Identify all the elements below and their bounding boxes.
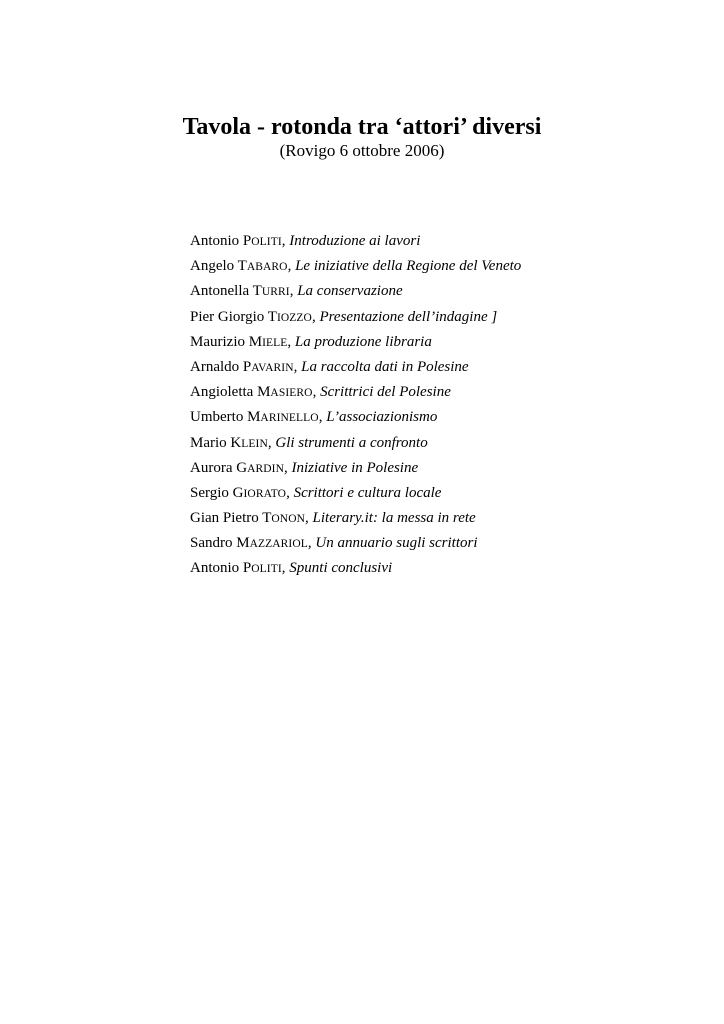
separator: , bbox=[312, 384, 321, 401]
list-item bbox=[190, 432, 521, 457]
list-item bbox=[190, 255, 521, 280]
speaker-list bbox=[190, 230, 521, 583]
separator: , bbox=[284, 459, 292, 476]
speaker-first-name: Umberto bbox=[190, 409, 248, 426]
separator: , bbox=[281, 560, 290, 577]
talk-title: Literary.it: la messa in rete bbox=[312, 510, 476, 527]
speaker-first-name: Pier Giorgio bbox=[190, 308, 268, 325]
speaker-first-name: Mario bbox=[190, 434, 231, 451]
talk-title: Scrittori e cultura locale bbox=[293, 484, 442, 501]
list-item bbox=[190, 356, 521, 381]
speaker-surname-initial: P bbox=[242, 358, 252, 375]
talk-title: La raccolta dati in Polesine bbox=[301, 358, 469, 375]
speaker-surname-rest: OLITI bbox=[251, 563, 282, 576]
document-subtitle: (Rovigo 6 ottobre 2006) bbox=[279, 141, 445, 160]
speaker-surname-rest: AVARIN bbox=[251, 361, 294, 374]
speaker-first-name: Arnaldo bbox=[190, 358, 243, 375]
speaker-surname-rest: ARDIN bbox=[247, 462, 284, 475]
separator: , bbox=[293, 358, 302, 375]
list-item bbox=[190, 331, 521, 356]
separator: , bbox=[307, 535, 316, 552]
separator: , bbox=[287, 333, 295, 350]
speaker-surname-initial: P bbox=[242, 233, 252, 249]
speaker-first-name: Angelo bbox=[190, 258, 238, 275]
speaker-surname-initial: T bbox=[237, 258, 247, 275]
speaker-surname-initial: M bbox=[248, 333, 263, 350]
separator: , bbox=[286, 484, 294, 501]
list-item bbox=[190, 557, 521, 582]
speaker-surname-initial: M bbox=[236, 535, 250, 552]
list-item bbox=[190, 457, 521, 482]
separator: , bbox=[305, 510, 313, 527]
speaker-surname-rest: LEIN bbox=[241, 437, 268, 450]
talk-title: Gli strumenti a confronto bbox=[275, 434, 428, 451]
speaker-surname-initial: G bbox=[232, 484, 244, 501]
speaker-surname-rest: ASIERO bbox=[270, 387, 313, 400]
speaker-surname-initial: T bbox=[262, 510, 272, 527]
speaker-surname-initial: K bbox=[230, 434, 242, 451]
speaker-surname-initial: T bbox=[252, 283, 262, 300]
talk-title: Le iniziative della Regione del Veneto bbox=[295, 258, 522, 275]
talk-title: Iniziative in Polesine bbox=[291, 459, 419, 476]
talk-title: Un annuario sugli scrittori bbox=[315, 535, 478, 552]
speaker-surname-rest: IELE bbox=[262, 336, 288, 349]
speaker-first-name: Sandro bbox=[190, 535, 237, 552]
speaker-first-name: Antonella bbox=[190, 283, 253, 300]
speaker-first-name: Gian Pietro bbox=[190, 510, 263, 527]
speaker-surname-initial: P bbox=[242, 560, 252, 577]
speaker-surname-rest: ONON bbox=[271, 513, 306, 526]
separator: , bbox=[311, 308, 320, 325]
talk-title: Scrittrici del Polesine bbox=[320, 384, 451, 401]
list-item bbox=[190, 507, 521, 532]
talk-title: La produzione libraria bbox=[294, 333, 432, 350]
talk-title: La conservazione bbox=[297, 283, 403, 300]
document-title: Tavola - rotonda tra ‘attori’ diversi bbox=[182, 114, 542, 140]
separator: , bbox=[318, 409, 327, 426]
speaker-surname-rest: URRI bbox=[261, 286, 290, 299]
talk-title: Presentazione dell’indagine ] bbox=[319, 308, 498, 325]
speaker-surname-initial: G bbox=[236, 459, 248, 476]
speaker-first-name: Aurora bbox=[190, 459, 237, 476]
list-item bbox=[190, 406, 521, 431]
speaker-surname-rest: OLITI bbox=[251, 236, 282, 248]
speaker-surname-initial: T bbox=[267, 308, 277, 325]
list-item bbox=[190, 230, 521, 255]
speaker-surname-rest: IOZZO bbox=[276, 311, 312, 324]
speaker-surname-initial: M bbox=[257, 384, 271, 401]
speaker-surname-rest: IORATO bbox=[243, 487, 287, 500]
speaker-first-name: Sergio bbox=[190, 484, 233, 501]
list-item bbox=[190, 306, 521, 331]
list-item bbox=[190, 532, 521, 557]
speaker-first-name: Antonio bbox=[190, 233, 243, 249]
list-item bbox=[190, 280, 521, 305]
speaker-surname-rest: ABARO bbox=[246, 261, 288, 274]
speaker-first-name: Antonio bbox=[190, 560, 243, 577]
speaker-first-name: Maurizio bbox=[190, 333, 249, 350]
list-item bbox=[190, 381, 521, 406]
separator: , bbox=[267, 434, 276, 451]
speaker-surname-initial: M bbox=[247, 409, 261, 426]
speaker-surname-rest: ARINELLO bbox=[260, 412, 319, 425]
list-item bbox=[190, 482, 521, 507]
talk-title: Introduzione ai lavori bbox=[289, 233, 421, 249]
talk-title: L’associazionismo bbox=[326, 409, 438, 426]
speaker-surname-rest: AZZARIOL bbox=[249, 538, 308, 551]
talk-title: Spunti conclusivi bbox=[289, 560, 393, 577]
speaker-first-name: Angioletta bbox=[190, 384, 258, 401]
separator: , bbox=[281, 233, 290, 249]
separator: , bbox=[287, 258, 296, 275]
separator: , bbox=[289, 283, 298, 300]
